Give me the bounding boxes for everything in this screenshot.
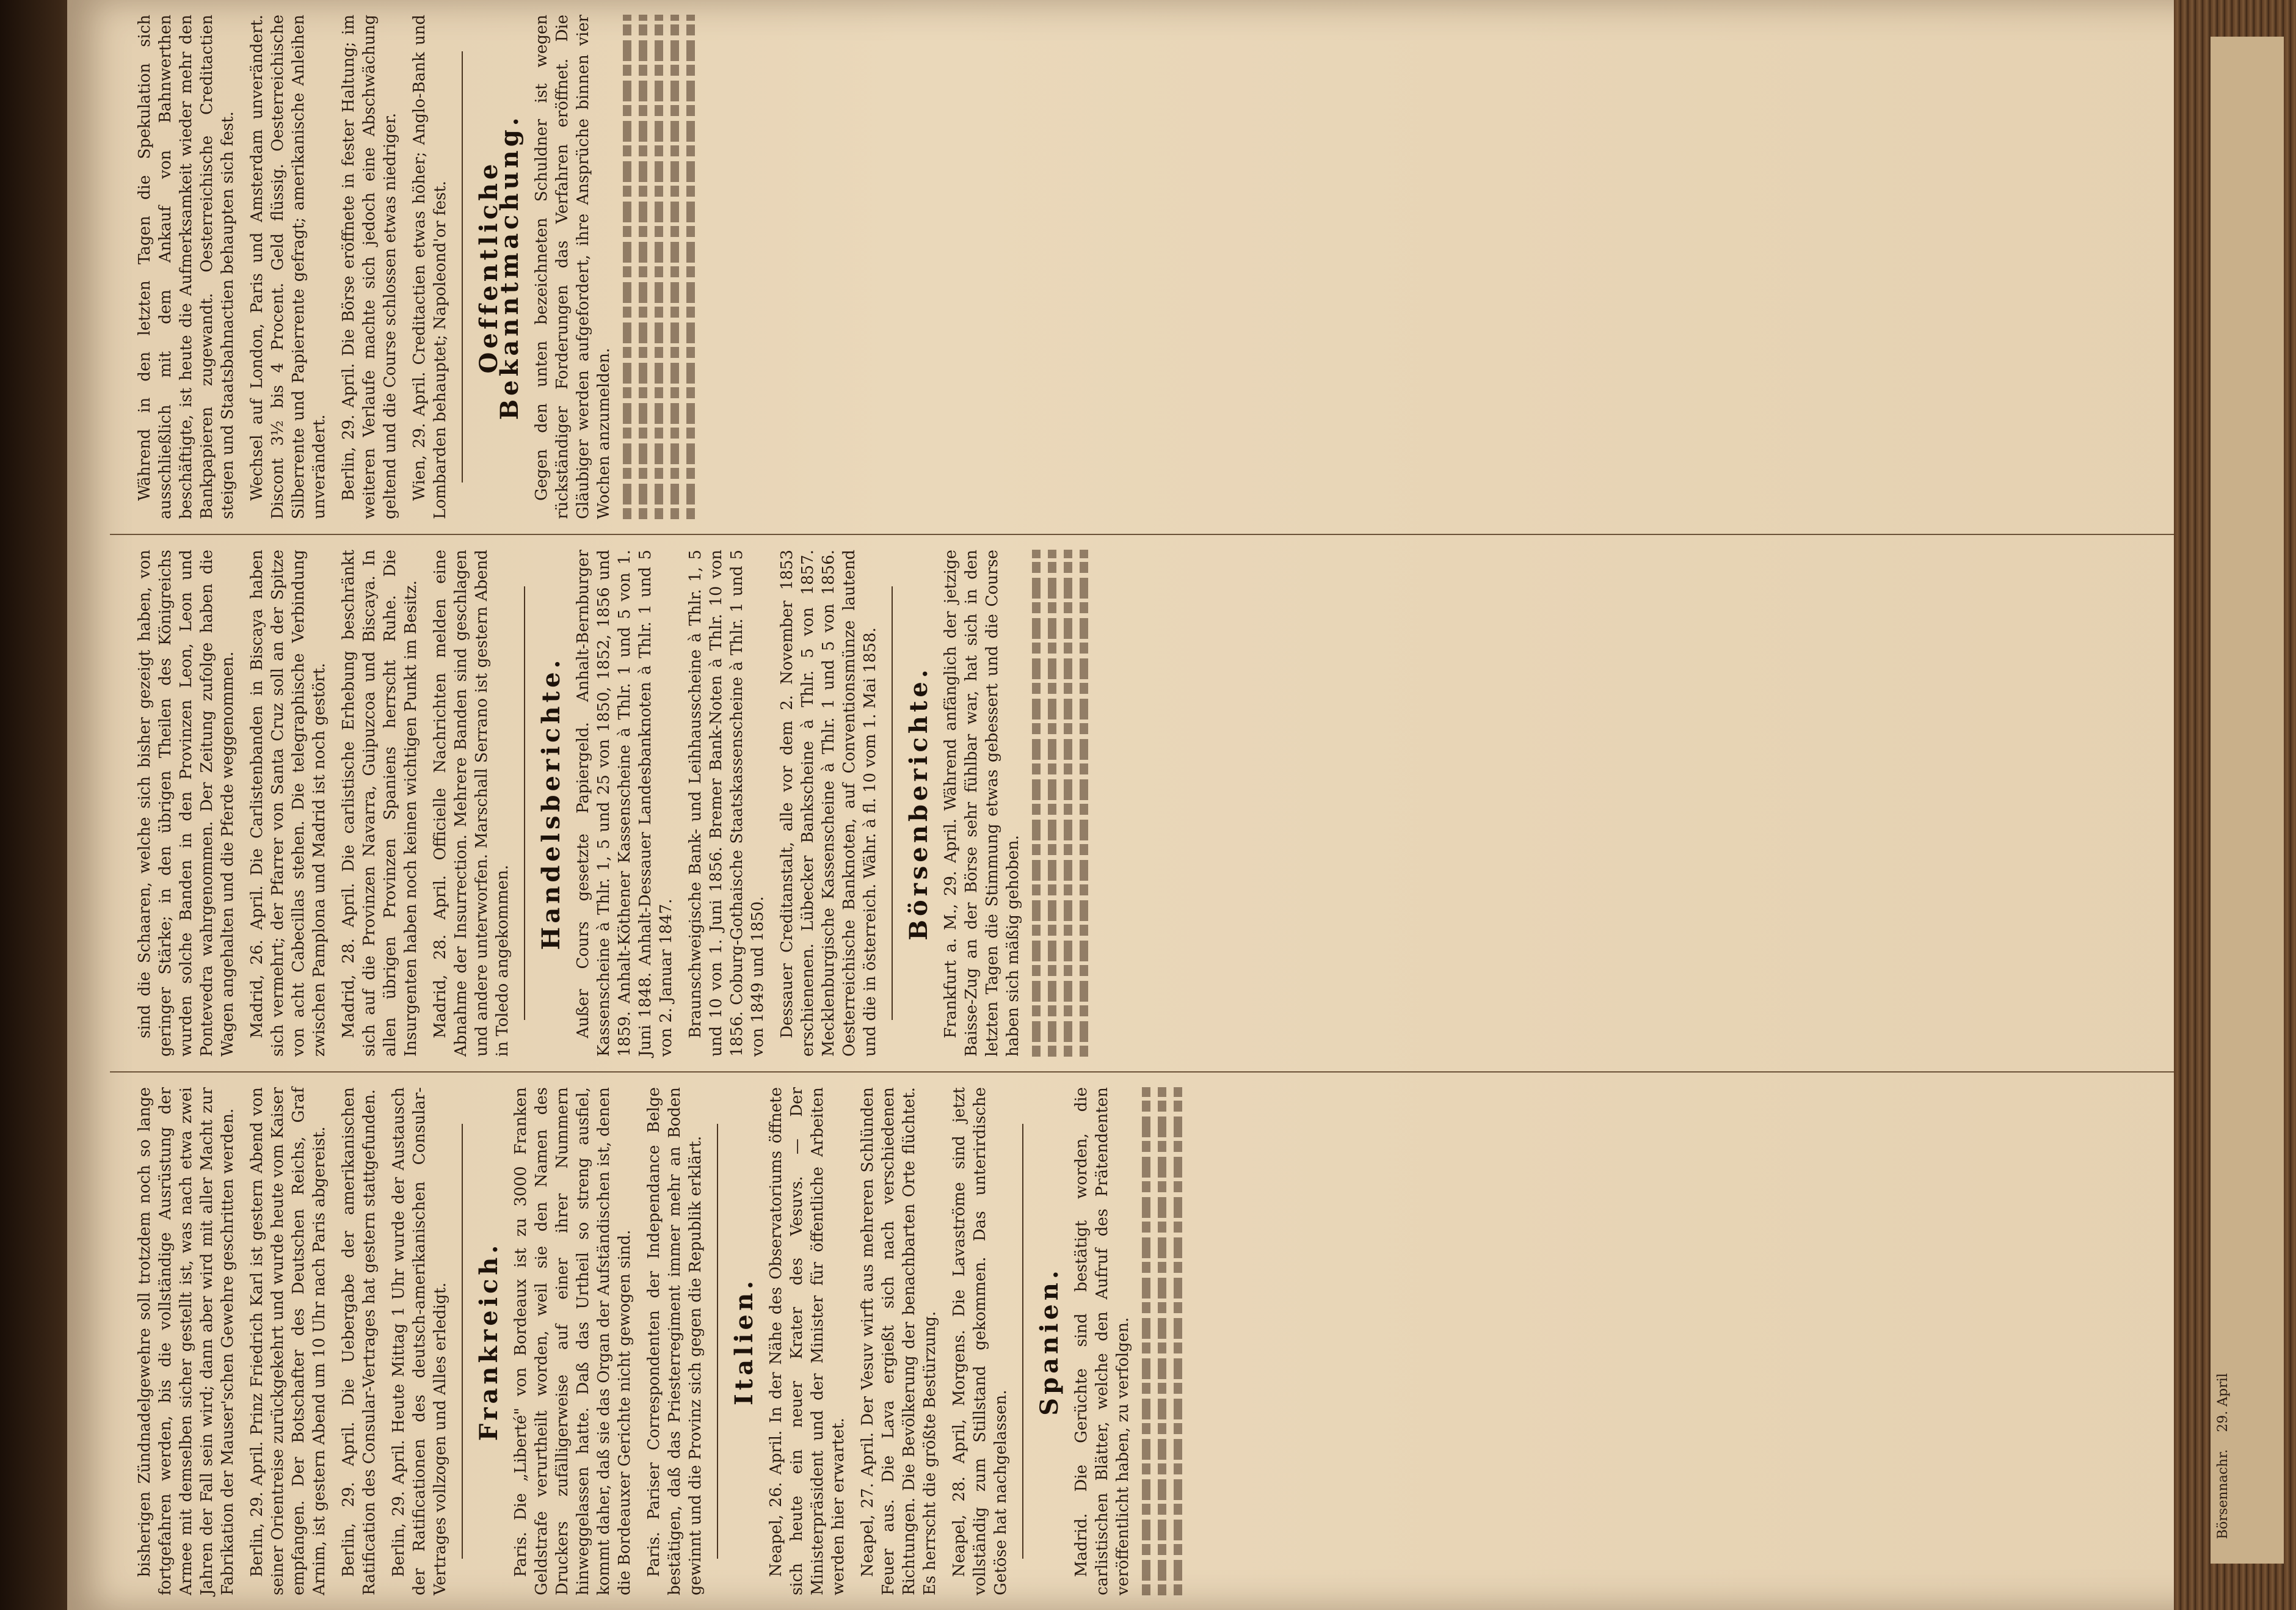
article-paragraph: Madrid, 28. April. Officielle Nachrichten melden eine Abnahme der Insurrection. Mehrere Banden sind geschlagen und andere unterworfen. Marschall Serrano ist gestern Abend in Toledo angekommen.	[431, 550, 512, 1057]
article-paragraph: Außer Cours gesetzte Papiergeld. Anhalt-Bernburger Kassenscheine à Thlr. 1, 5 und 25 von 1850, 1852, 1856 und 1859. Anhalt-Köthener Kassenscheine à Thlr. 1 und 5 von 1. Juni 1848. Anhalt-Dessauer Landesbanknoten à Thlr. 1 und 5 von 2. Januar 1847.	[574, 550, 675, 1057]
article-paragraph: Dessauer Creditanstalt, alle vor dem 2. November 1853 erschienenen. Lübecker Bankscheine à Thlr. 5 von 1857. Mecklenburgische Kassenscheine à Thlr. 1 und 5 von 1856. Oesterreichische Banknoten, auf Conventionsmünze lautend und die in österreich. Währ. à fl. 10 vom 1. Mai 1858.	[778, 550, 879, 1057]
article-paragraph: Wien, 29. April. Creditactien etwas höher; Anglo-Bank und Lombarden behauptet; Napoleond'or fest.	[410, 15, 449, 519]
illegible-text-line	[1048, 550, 1056, 1057]
illegible-text-line	[1064, 550, 1072, 1057]
illegible-text-line	[1080, 550, 1088, 1057]
article-paragraph: Berlin, 29. April. Prinz Friedrich Karl ist gestern Abend von seiner Orientreise zurückgekehrt und wurde heute vom Kaiser empfangen. Der Botschafter des Deutschen Reichs, Graf Arnim, ist gestern Abend um 10 Uhr nach Paris abgereist.	[248, 1087, 329, 1595]
illegible-text-line	[1174, 1087, 1182, 1595]
article-paragraph: Berlin, 29. April. Die Uebergabe der amerikanischen Ratification des Consular-Vertrages hat gestern stattgefunden.	[340, 1087, 379, 1595]
side-header: Börsennachr.	[2215, 1449, 2231, 1539]
column-2	[110, 535, 2174, 1073]
section-heading-italien: Italien.	[730, 1277, 758, 1405]
illegible-text-line	[639, 15, 647, 519]
section-heading-boersenberichte: Börsenberichte.	[904, 666, 933, 941]
article-paragraph: Frankfurt a. M., 29. April. Während anfänglich der jetzige Baisse-Zug an der Börse sehr fühlbar war, hat sich in den letzten Tagen die Stimmung etwas gebessert und die Course haben sich mäßig gehoben.	[942, 550, 1022, 1057]
section-heading-spanien: Spanien.	[1035, 1267, 1064, 1416]
section-divider	[524, 586, 525, 1020]
section-divider	[717, 1124, 718, 1559]
article-paragraph: Berlin, 29. April. Heute Mittag 1 Uhr wurde der Austausch der Ratificationen des deutsch-amerikanischen Consular-Vertrages vollzogen und Alles erledigt.	[390, 1087, 449, 1595]
article-paragraph: Braunschweigische Bank- und Leihhausscheine à Thlr. 1, 5 und 10 von 1. Juni 1856. Bremer Bank-Noten à Thlr. 10 von 1856. Coburg-Gothaische Staatskassenscheine à Thlr. 1 und 5 von 1849 und 1850.	[686, 550, 767, 1057]
page-date: 29. April	[2215, 1373, 2231, 1432]
illegible-text-line	[623, 15, 631, 519]
article-paragraph: Neapel, 28. April, Morgens. Die Lavaströme sind jetzt vollständig zum Stillstand gekommen. Das unterirdische Getöse hat nachgelassen.	[950, 1087, 1010, 1595]
article-paragraph: Madrid, 26. April. Die Carlistenbanden in Biscaya haben sich vermehrt; der Pfarrer von Santa Cruz soll an der Spitze von acht Cabecillas stehen. Die telegraphische Verbindung zwischen Pamplona und Madrid ist noch gestört.	[248, 550, 329, 1057]
illegible-text-line	[1032, 550, 1041, 1057]
illegible-text-line	[670, 15, 679, 519]
article-paragraph: Neapel, 26. April. In der Nähe des Observatoriums öffnete sich heute ein neuer Krater des Vesuvs. — Der Ministerpräsident und der Minister für öffentliche Arbeiten werden hier erwartet.	[767, 1087, 848, 1595]
article-paragraph: Berlin, 29. April. Die Börse eröffnete in fester Haltung; im weiteren Verlaufe machte sich jedoch eine Abschwächung geltend und die Course schlossen etwas niedriger.	[340, 15, 399, 519]
article-paragraph: Paris. Pariser Correspondenten der Independance Belge bestätigen, daß das Priesterregiment immer mehr an Boden gewinnt und die Provinz sich gegen die Republik erklärt.	[645, 1087, 705, 1595]
article-paragraph: bisherigen Zündnadelgewehre soll trotzdem noch so lange fortgefahren werden, bis die vollständige Ausrüstung der Armee mit demselben sicher gestellt ist, was nach etwa zwei Jahren der Fall sein wird; dann aber wird mit aller Macht zur Fabrikation der Mauser'schen Gewehre geschritten werden.	[136, 1087, 237, 1595]
article-paragraph: Madrid, 28. April. Die carlistische Erhebung beschränkt sich auf die Provinzen Navarra, Guipuzcoa und Biscaya. In allen übrigen Provinzen Spaniens herrscht Ruhe. Die Insurgenten haben noch keinen wichtigen Punkt im Besitz.	[340, 550, 420, 1057]
illegible-text-line	[1142, 1087, 1150, 1595]
section-divider	[1022, 1124, 1023, 1559]
section-heading-frankreich: Frankreich.	[474, 1241, 503, 1441]
section-heading-handelsberichte: Handelsberichte.	[537, 656, 565, 950]
illegible-text-line	[655, 15, 663, 519]
section-divider	[462, 1124, 463, 1559]
adjacent-page-strip	[2211, 0, 2296, 1610]
article-paragraph: sind die Schaaren, welche sich bisher gezeigt haben, von geringer Stärke; in den übrigen Theilen des Königreichs wurden solche Banden in den Provinzen Leon, Leon und Pontevedra wahrgenommen. Der Zeitung zufolge haben die Wagen angehalten und die Pferde weggenommen.	[136, 550, 237, 1057]
column-1	[110, 1073, 2174, 1610]
adjacent-page-header	[2215, 73, 2231, 1539]
article-paragraph: Madrid. Die Gerüchte sind bestätigt worden, die carlistischen Blätter, welche den Aufruf des Prätendenten veröffentlicht haben, zu verfolgen.	[1072, 1087, 1132, 1595]
article-paragraph: Paris. Die „Liberté" von Bordeaux ist zu 3000 Franken Geldstrafe verurtheilt worden, weil sie den Namen des Druckers zufälligerweise auf einer ihrer Nummern hinweggelassen hatte. Daß das Urtheil so streng ausfiel, kommt daher, daß sie das Organ der Aufständischen ist, denen die Bordeauxer Gerichte nicht gewogen sind.	[512, 1087, 634, 1595]
illegible-text-line	[686, 15, 695, 519]
section-heading-bekanntmachung: Oeffentliche Bekanntmachung.	[474, 114, 524, 420]
column-3	[110, 0, 2174, 535]
article-paragraph: Neapel, 27. April. Der Vesuv wirft aus mehreren Schlünden Feuer aus. Die Lava ergießt sich nach verschiedenen Richtungen. Die Bevölkerung der benachbarten Orte flüchtet. Es herrscht die größte Bestürzung.	[859, 1087, 939, 1595]
article-paragraph: Während in den letzten Tagen die Spekulation sich ausschließlich mit dem Ankauf von Bahnwerthen beschäftigte, ist heute die Aufmerksamkeit wieder mehr den Bankpapieren zugewandt. Oesterreichische Creditactien steigen und Staatsbahnactien behaupten sich fest.	[136, 15, 237, 519]
section-divider	[462, 51, 463, 483]
rotated-content	[110, 0, 2174, 1610]
article-paragraph: Wechsel auf London, Paris und Amsterdam unverändert. Discont 3½ bis 4 Procent. Geld flüssig. Oesterreichische Silberrente und Papierrente gefragt; amerikanische Anleihen unverändert.	[248, 15, 329, 519]
section-divider	[892, 586, 893, 1020]
article-paragraph: Gegen den unten bezeichneten Schuldner ist wegen rückständiger Forderungen das Verfahren eröffnet. Die Gläubiger werden aufgefordert, ihre Ansprüche binnen vier Wochen anzumelden.	[532, 15, 613, 519]
illegible-text-line	[1158, 1087, 1166, 1595]
